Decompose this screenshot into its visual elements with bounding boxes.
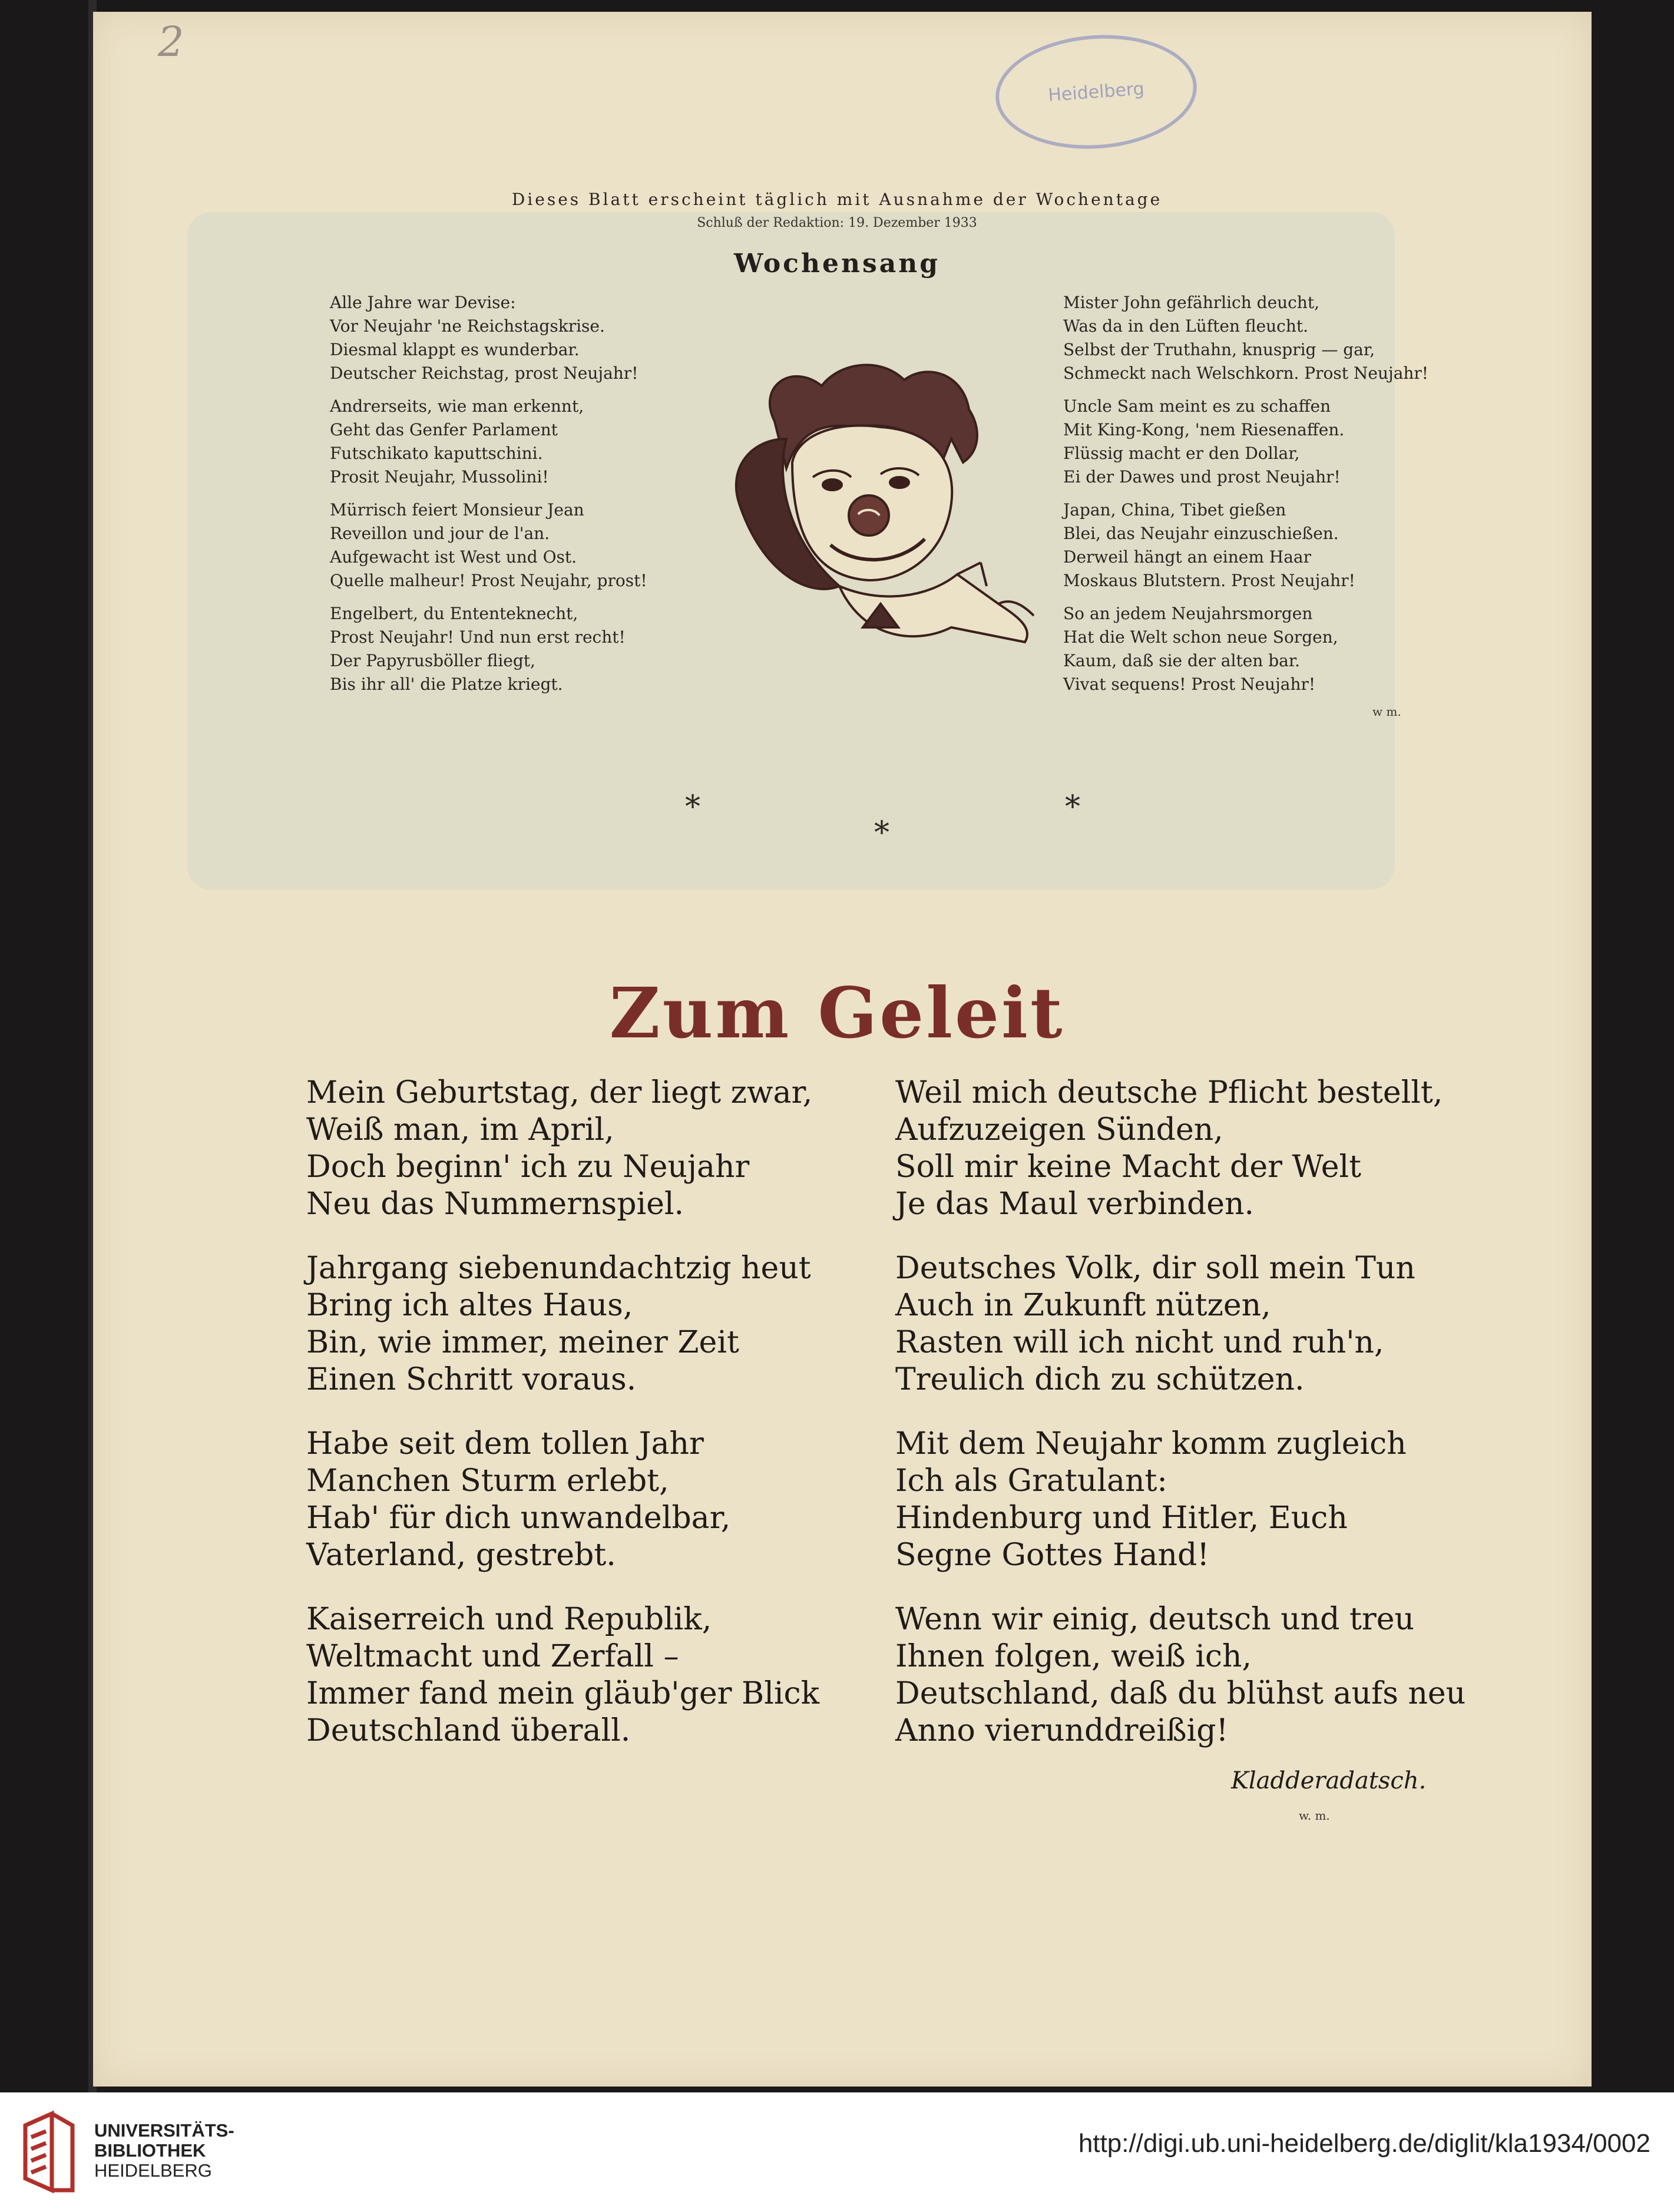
verse-line: Diesmal klappt es wunderbar. <box>330 340 580 359</box>
geleit-left-stanza <box>306 1074 819 1223</box>
verse-line: So an jedem Neujahrsmorgen <box>1063 604 1313 623</box>
verse-line: Deutscher Reichstag, prost Neujahr! <box>330 363 638 383</box>
verse-line: Kaiserreich und Republik, <box>306 1602 712 1637</box>
verse-line: Ich als Gratulant: <box>895 1463 1167 1499</box>
separator-asterisk: * <box>1065 789 1080 825</box>
verse-line: Kaum, daß sie der alten bar. <box>1063 651 1301 670</box>
verse-line: Futschikato kaputtschini. <box>330 444 543 463</box>
geleit-right-stanza <box>895 1074 1465 1223</box>
library-name[interactable] <box>94 2121 234 2181</box>
verse-line: Japan, China, Tibet gießen <box>1063 500 1286 520</box>
verse-line: Manchen Sturm erlebt, <box>306 1463 669 1499</box>
verse-line: Selbst der Truthahn, knusprig — gar, <box>1063 340 1375 359</box>
verse-line: Bring ich altes Haus, <box>306 1288 633 1323</box>
verse-line: Treulich dich zu schützen. <box>895 1362 1305 1397</box>
verse-line: Geht das Genfer Parlament <box>330 420 558 439</box>
verse-line: Wenn wir einig, deutsch und treu <box>895 1602 1414 1637</box>
verse-line: Schmeckt nach Welschkorn. Prost Neujahr! <box>1063 363 1429 383</box>
verse-line: Habe seit dem tollen Jahr <box>306 1426 704 1462</box>
wochensang-right-column <box>1063 291 1428 706</box>
verse-line: Hat die Welt schon neue Sorgen, <box>1063 627 1338 647</box>
verse-line: Bin, wie immer, meiner Zeit <box>306 1325 739 1360</box>
verse-line: Segne Gottes Hand! <box>895 1538 1210 1573</box>
separator-asterisk: * <box>874 815 889 851</box>
verse-line: Ihnen folgen, weiß ich, <box>895 1639 1252 1674</box>
header-line: Dieses Blatt erscheint täglich mit Ausnahme der Wochentage <box>511 190 1163 209</box>
verse-line: Anno vierunddreißig! <box>895 1713 1229 1748</box>
verse-line: Weltmacht und Zerfall – <box>306 1639 679 1674</box>
verse-line: Je das Maul verbinden. <box>895 1186 1255 1222</box>
verse-line: Auch in Zukunft nützen, <box>895 1288 1271 1323</box>
verse-line: Deutschland überall. <box>306 1713 631 1748</box>
verse-line: Mit dem Neujahr komm zugleich <box>895 1426 1407 1462</box>
verse-line: Aufgewacht ist West und Ost. <box>330 547 577 567</box>
wochensang-signature: w m. <box>1372 705 1401 719</box>
verse-line: Hindenburg und Hitler, Euch <box>895 1500 1348 1536</box>
geleit-left-stanza <box>306 1250 819 1398</box>
university-library-logo-icon[interactable] <box>16 2108 81 2196</box>
verse-line: Mister John gefährlich deucht, <box>1063 293 1320 312</box>
zum-geleit-title: Zum Geleit <box>609 972 1065 1054</box>
verse-line: Deutsches Volk, dir soll mein Tun <box>895 1251 1415 1286</box>
verse-line: Jahrgang siebenundachtzig heut <box>306 1251 811 1286</box>
wochensang-right-stanza <box>1063 395 1428 489</box>
verse-line: Vivat sequens! Prost Neujahr! <box>1063 674 1316 694</box>
zum-geleit-left-column <box>306 1074 819 1777</box>
editorial-deadline: Schluß der Redaktion: 19. Dezember 1933 <box>697 216 977 230</box>
verse-line: Der Papyrusböller fliegt, <box>330 651 535 670</box>
verse-line: Uncle Sam meint es zu schaffen <box>1063 396 1331 416</box>
verse-line: Einen Schritt voraus. <box>306 1362 637 1397</box>
verse-line: Moskaus Blutstern. Prost Neujahr! <box>1063 571 1355 590</box>
verse-line: Mürrisch feiert Monsieur Jean <box>330 500 584 520</box>
verse-line: Rasten will ich nicht und ruh'n, <box>895 1325 1384 1360</box>
verse-line: Alle Jahre war Devise: <box>330 293 516 312</box>
verse-line: Was da in den Lüften fleucht. <box>1063 316 1309 336</box>
source-url-link[interactable]: http://digi.ub.uni-heidelberg.de/diglit/kla1934/0002 <box>1078 2129 1650 2158</box>
wochensang-left-stanza <box>330 498 647 593</box>
verse-line: Vor Neujahr 'ne Reichstagskrise. <box>330 316 605 336</box>
library-name-line: UNIVERSITÄTS- <box>94 2120 234 2141</box>
verse-line: Prosit Neujahr, Mussolini! <box>330 467 549 487</box>
wochensang-left-stanza <box>330 395 647 489</box>
verse-line: Derweil hängt an einem Haar <box>1063 547 1311 567</box>
geleit-left-stanza <box>306 1601 819 1750</box>
wochensang-left-stanza <box>330 602 647 696</box>
verse-line: Bis ihr all' die Platze kriegt. <box>330 674 563 694</box>
author-initials: w. m. <box>1299 1808 1330 1823</box>
cartoon-illustration <box>704 351 1046 657</box>
library-name-line: BIBLIOTHEK <box>94 2140 206 2161</box>
verse-line: Andrerseits, wie man erkennt, <box>330 396 584 416</box>
verse-line: Mein Geburtstag, der liegt zwar, <box>306 1075 813 1110</box>
stamp-text: Heidelberg <box>1047 78 1145 106</box>
verse-line: Weiß man, im April, <box>306 1112 614 1148</box>
verse-line: Quelle malheur! Prost Neujahr, prost! <box>330 571 647 590</box>
verse-line: Deutschland, daß du blühst aufs neu <box>895 1676 1466 1711</box>
geleit-right-stanza <box>895 1426 1465 1574</box>
verse-line: Aufzuzeigen Sünden, <box>895 1112 1223 1148</box>
wochensang-left-stanza <box>330 291 647 385</box>
wochensang-right-stanza <box>1063 498 1428 593</box>
wochensang-right-stanza <box>1063 602 1428 696</box>
verse-line: Hab' für dich unwandelbar, <box>306 1500 731 1536</box>
verse-line: Flüssig macht er den Dollar, <box>1063 444 1300 463</box>
geleit-left-stanza <box>306 1426 819 1574</box>
verse-line: Vaterland, gestrebt. <box>306 1538 616 1573</box>
separator-asterisk: * <box>685 789 700 825</box>
geleit-right-stanza <box>895 1250 1465 1398</box>
wochensang-left-column <box>330 291 647 706</box>
zum-geleit-right-column <box>895 1074 1465 1777</box>
verse-line: Soll mir keine Macht der Welt <box>895 1149 1361 1185</box>
verse-line: Reveillon und jour de l'an. <box>330 524 550 543</box>
page-mark: 2 <box>158 18 184 66</box>
verse-line: Mit King-Kong, 'nem Riesenaffen. <box>1063 420 1345 439</box>
cartoon-figure <box>736 365 1034 642</box>
wochensang-right-stanza <box>1063 291 1428 385</box>
verse-line: Blei, das Neujahr einzuschießen. <box>1063 524 1339 543</box>
verse-line: Prost Neujahr! Und nun erst recht! <box>330 627 626 647</box>
geleit-right-stanza <box>895 1601 1465 1750</box>
library-name-line: HEIDELBERG <box>94 2160 212 2181</box>
kladderadatsch-signature: Kladderadatsch. <box>1231 1767 1427 1794</box>
verse-line: Weil mich deutsche Pflicht bestellt, <box>895 1075 1443 1110</box>
verse-line: Engelbert, du Ententeknecht, <box>330 604 578 623</box>
verse-line: Ei der Dawes und prost Neujahr! <box>1063 467 1341 487</box>
verse-line: Neu das Nummernspiel. <box>306 1186 684 1222</box>
wochensang-title: Wochensang <box>734 249 940 279</box>
verse-line: Doch beginn' ich zu Neujahr <box>306 1149 750 1185</box>
verse-line: Immer fand mein gläub'ger Blick <box>306 1676 820 1711</box>
